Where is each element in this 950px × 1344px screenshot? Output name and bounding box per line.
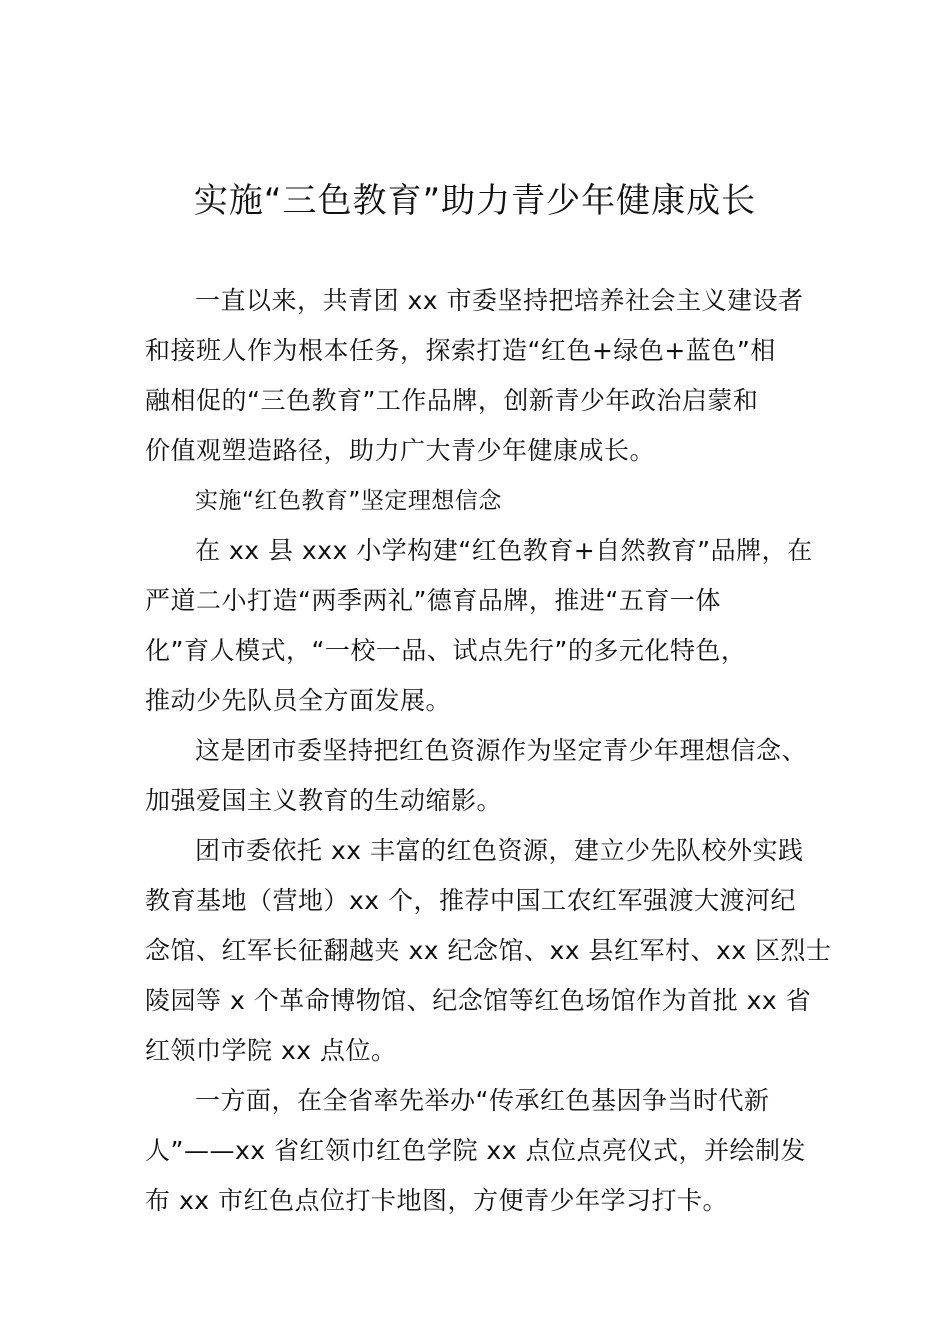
paragraph-line: 在 xx 县 xxx 小学构建“红色教育+自然教育”品牌，在 — [195, 536, 813, 565]
paragraph-line: 念馆、红军长征翻越夹 xx 纪念馆、xx 县红军村、xx 区烈士 — [145, 936, 832, 965]
document-body — [145, 276, 832, 1226]
paragraph-line: 陵园等 x 个革命博物馆、纪念馆等红色场馆作为首批 xx 省 — [145, 986, 812, 1015]
paragraph-line: 教育基地（营地）xx 个，推荐中国工农红军强渡大渡河纪 — [145, 886, 797, 915]
paragraph-line: 团市委依托 xx 丰富的红色资源，建立少先队校外实践 — [195, 836, 804, 865]
paragraph-line: 这是团市委坚持把红色资源作为坚定青少年理想信念、 — [195, 736, 808, 765]
paragraph-line: 化”育人模式，“一校一品、试点先行”的多元化特色， — [145, 636, 747, 665]
paragraph-practice-bases — [145, 826, 832, 1076]
paragraph-line: 融相促的“三色教育”工作品牌，创新青少年政治启蒙和 — [145, 386, 759, 415]
paragraph-line: 价值观塑造路径，助力广大青少年健康成长。 — [145, 436, 656, 465]
paragraph-ceremony — [145, 1076, 815, 1226]
paragraph-line: 一直以来，共青团 xx 市委坚持把培养社会主义建设者 — [195, 286, 804, 315]
document-title: 实施“三色教育”助力青少年健康成长 — [193, 181, 757, 221]
paragraph-school-brands — [145, 526, 815, 726]
paragraph-line: 和接班人作为根本任务，探索打造“红色+绿色+蓝色”相 — [145, 336, 776, 365]
paragraph-line: 一方面，在全省率先举办“传承红色基因争当时代新 — [195, 1086, 770, 1115]
paragraph-line: 人”——xx 省红领巾红色学院 xx 点位点亮仪式，并绘制发 — [145, 1136, 806, 1165]
paragraph-line: 加强爱国主义教育的生动缩影。 — [145, 786, 503, 815]
section-heading-text: 实施“红色教育”坚定理想信念 — [195, 488, 502, 514]
paragraph-intro — [145, 276, 815, 476]
section-heading — [145, 476, 815, 526]
paragraph-line: 红领巾学院 xx 点位。 — [145, 1036, 397, 1065]
paragraph-line: 推动少先队员全方面发展。 — [145, 686, 452, 715]
paragraph-line: 严道二小打造“两季两礼”德育品牌，推进“五育一体 — [145, 586, 721, 615]
paragraph-red-resources — [145, 726, 815, 826]
paragraph-line: 布 xx 市红色点位打卡地图，方便青少年学习打卡。 — [145, 1186, 728, 1215]
